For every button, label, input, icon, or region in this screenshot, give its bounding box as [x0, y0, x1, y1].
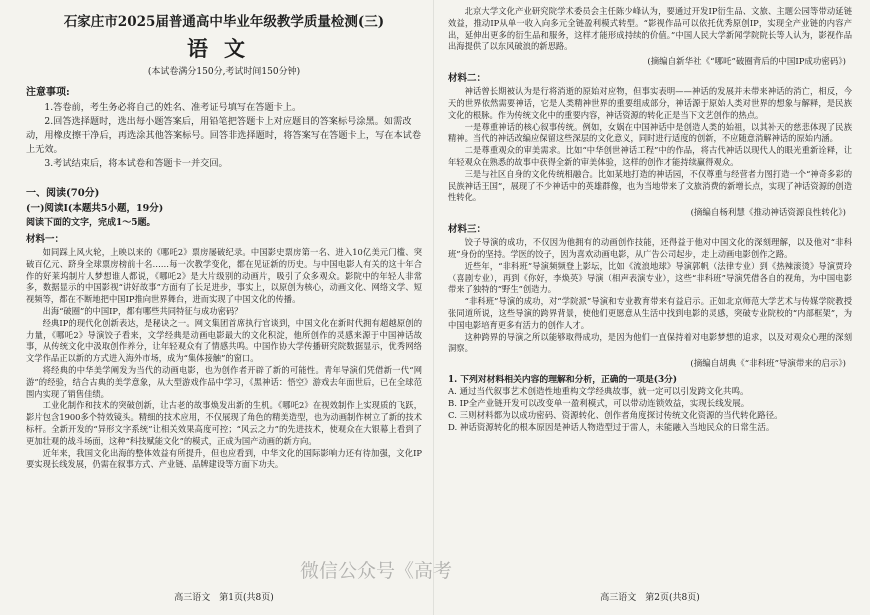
- page-divider: [433, 0, 434, 615]
- source-citation: (摘编自新华社《“哪吒”破圈背后的中国IP成功密码》): [647, 57, 846, 68]
- material-paragraph: 经典IP的现代化创新表达，是秘诀之一。网文集团首席执行官谈到，中国文化在新时代拥有超越原创的力量，《哪吒2》导演饺子看来，文学经典是动画电影最大的文化积淀，他所创作的灵感来源于中国神话故事，从传统文化中汲取创作养分，让年轻观众有了情感共鸣。中国作协大学传播研究院数据显示，优秀网络文学作品正以新的方式进入海外市场，成为“集体接触”的窗口。: [26, 317, 422, 364]
- watermark-text: 微信公众号《高考: [300, 560, 453, 582]
- material-paragraph: 二是尊重观众的审美需求。比如“中华创世神话工程”中的作品，将古代神话以现代人的眼光重新诠释，让年轻观众在熟悉的故事中获得全新的审美体验，这样的创作才能持续赢得观众。: [448, 145, 852, 167]
- section-title: 一、阅读(70分): [26, 188, 100, 199]
- material-paragraph: 饺子导演的成功，不仅因为他拥有的动画创作技能，还得益于他对中国文化的深刻理解，以及他对“非科班”身份的坚持。学医的饺子，因为喜欢动画电影，从广告公司起步，走上动画电影创作之路。: [448, 237, 852, 259]
- material-paragraph: 三是与社区自身的文化传统相融合。比如某地打造的神话园，不仅尊重与经营者力图打造一个“神奇多彩的民族神话王国”，展现了不少神话中的英雄群像，也为当地带来了文旅消费的新增长点，实现了神话资源的创造性转化。: [448, 168, 852, 203]
- page-footer: 高三语文 第2页(共8页): [600, 593, 700, 603]
- answer-option-a: A. 通过当代叙事艺术创造性地重构文学经典故事，就一定可以引发跨文化共鸣。: [448, 387, 749, 398]
- exam-meta: (本试卷满分150分,考试时间150分钟): [147, 67, 301, 77]
- question-one: 1. 下列对材料相关内容的理解和分析，正确的一项是(3分): [448, 375, 678, 386]
- notice-item: 2.回答选择题时，选出每小题答案后，用铅笔把答题卡上对应题目的答案标号涂黑。如需改动，用橡皮擦干净后，再选涂其他答案标号。回答非选择题时，将答案写在答题卡上，写在本试卷上无效。: [26, 116, 422, 155]
- sub-section-title: (一)阅读Ⅰ(本题共5小题，19分): [26, 203, 164, 214]
- reading-instruction: 阅读下面的文字，完成1～5题。: [26, 218, 156, 228]
- material-paragraph: 近年来，我国文化出海的整体效益有所提升，但也应看到，中华文化的国际影响力还有待加强，文化IP要实现长线发展，仍需在叙事方式、产业链、品牌建设等方面下功夫。: [26, 447, 422, 470]
- page-one: [18, 6, 430, 609]
- material-paragraph: 神话曾长期被认为是行将消逝的原始对应物，但事实表明——神话的发展并未带来神话的消亡，相反，今天的世界依然需要神话，它是人类精神世界的重要组成部分，神话源于原始人类对世界的想象与解释，是民族文化的根脉。作为传统文化中的重要内容，神话资源的转化正是当下文艺创作的热点。: [448, 86, 852, 120]
- notice-title: 注意事项:: [26, 87, 70, 98]
- answer-option-c: C. 三则材料都为以成功密码、资源转化、创作者角度探讨传统文化资源的当代转化路径。: [448, 411, 783, 422]
- subject-title: 语文: [187, 36, 261, 61]
- material-paragraph: 一是尊重神话的核心叙事传统。例如，女娲在中国神话中是创造人类的始祖，以其补天的慈悲体现了民族精神。当代的神话改编应保留这些深层的文化意义，同时进行适度的创新，不应随意消解神话的原始内涵。: [448, 121, 852, 144]
- page-two: [440, 6, 860, 609]
- material-two-label: 材料二：: [448, 73, 487, 85]
- notice-item: 3.考试结束后，将本试卷和答题卡一并交回。: [44, 158, 228, 169]
- answer-option-d: D. 神话资源转化的根本原因是神话人物造型过于雷人，未能融入当地民众的日常生活。: [448, 423, 775, 434]
- material-paragraph: 如同踩上风火轮，上映以来的《哪吒2》票房屡破纪录。中国影史票房第一名、进入10亿美元门槛、突破百亿元、跻身全球票房榜前十名……每一次教学变化，都在见证新的历史。与中国电影人有关的这十年合作的好莱坞制片人梦想谁人都说，《哪吒2》是大片级别的动画片，吸引了众多观众。影院中的年轻人非常多，数据显示的中国影视“讲好故事”方面有了长足进步，事实上，以原创为核心，动画文化、网络文学、短视频等，都在不断地把中国IP推向世界舞台，进而实现了中国文化的传播。: [26, 247, 422, 305]
- material-paragraph: 近些年，“非科班”导演频频登上影坛，比如《流浪地球》导演郭帆（法律专业）到《热辣滚烫》导演贾玲（喜剧专业），再到《你好，李焕英》导演（相声表演专业），这些“非科班”导演凭借各自的视角，为中国电影带来了独特的“野生”创造力。: [448, 260, 852, 295]
- exam-title: 石家庄市2025届普通高中毕业年级教学质量检测(三): [63, 14, 385, 30]
- material-paragraph: 工业化制作和技术的突破创新，让古老的故事焕发出新的生机。《哪吒2》在视效制作上实现质的飞跃，影片包含1900多个特效镜头。精细的技术应用，不仅展现了角色的精美造型，也为动画制作树立了新的技术标杆。全新开发的“异形文字系统”让相关效果高度可控；“风云之力”的先进技术，使观众在大银幕上看到了更加壮观的战斗场面，这种“科技赋能文化”的模式，正成为国产动画的新方向。: [26, 400, 422, 446]
- material-three-label: 材料三：: [448, 224, 487, 236]
- source-citation: (摘编自胡典《“非科班”导演带来的启示》): [690, 359, 846, 370]
- material-paragraph: “非科班”导演的成功，对“学院派”导演和专业教育带来有益启示。正如北京师范大学艺术与传媒学院教授张同道所说，这些导演的跨界背景，使他们更愿意从生活中找到电影的灵感，突破专业院校的“内部框架”，为中国电影培育更多有活力的创作人才。: [448, 296, 852, 330]
- notice-item: 1.答卷前，考生务必将自己的姓名、准考证号填写在答题卡上。: [44, 102, 302, 113]
- material-paragraph: 将经典的中华美学阐发为当代的动画电影，也为创作者开辟了新的可能性。青年导演们凭借新一代“网游”的经验，结合古典的美学意象，从大型游戏作品中学习，《黑神话：悟空》游戏去年面世后，已在全球范围内实现了销售佳绩。: [26, 364, 422, 399]
- material-paragraph: 北京大学文化产业研究院学术委员会主任陈少峰认为，要通过开发IP衍生品、文旅、主题公园等带动延链效益，推动IP从单一收入向多元全链盈利模式转型。“影视作品可以依托优秀原创IP，实现全产业链的内容产出，延伸出更多的衍生品和服务，这样才能形成持续的价值。”中国人民大学新闻学院院长等人认为，影视作品出海提供了以东风破浪的新思路。: [448, 6, 852, 52]
- page-footer: 高三语文 第1页(共8页): [174, 593, 274, 603]
- answer-option-b: B. IP全产业链开发可以改变单一盈利模式，可以带动连锁效益，实现长线发展。: [448, 399, 750, 410]
- material-paragraph: 出海“破圈”的中国IP，都有哪些共同特征与成功密码？: [42, 305, 243, 316]
- material-paragraph: 这种跨界的导演之所以能够取得成功，是因为他们一直保持着对电影梦想的追求，以及对观众心理的深刻洞察。: [448, 331, 852, 354]
- source-citation: (摘编自杨利慧《推动神话资源良性转化》): [690, 208, 846, 219]
- material-one-label: 材料一：: [26, 234, 65, 245]
